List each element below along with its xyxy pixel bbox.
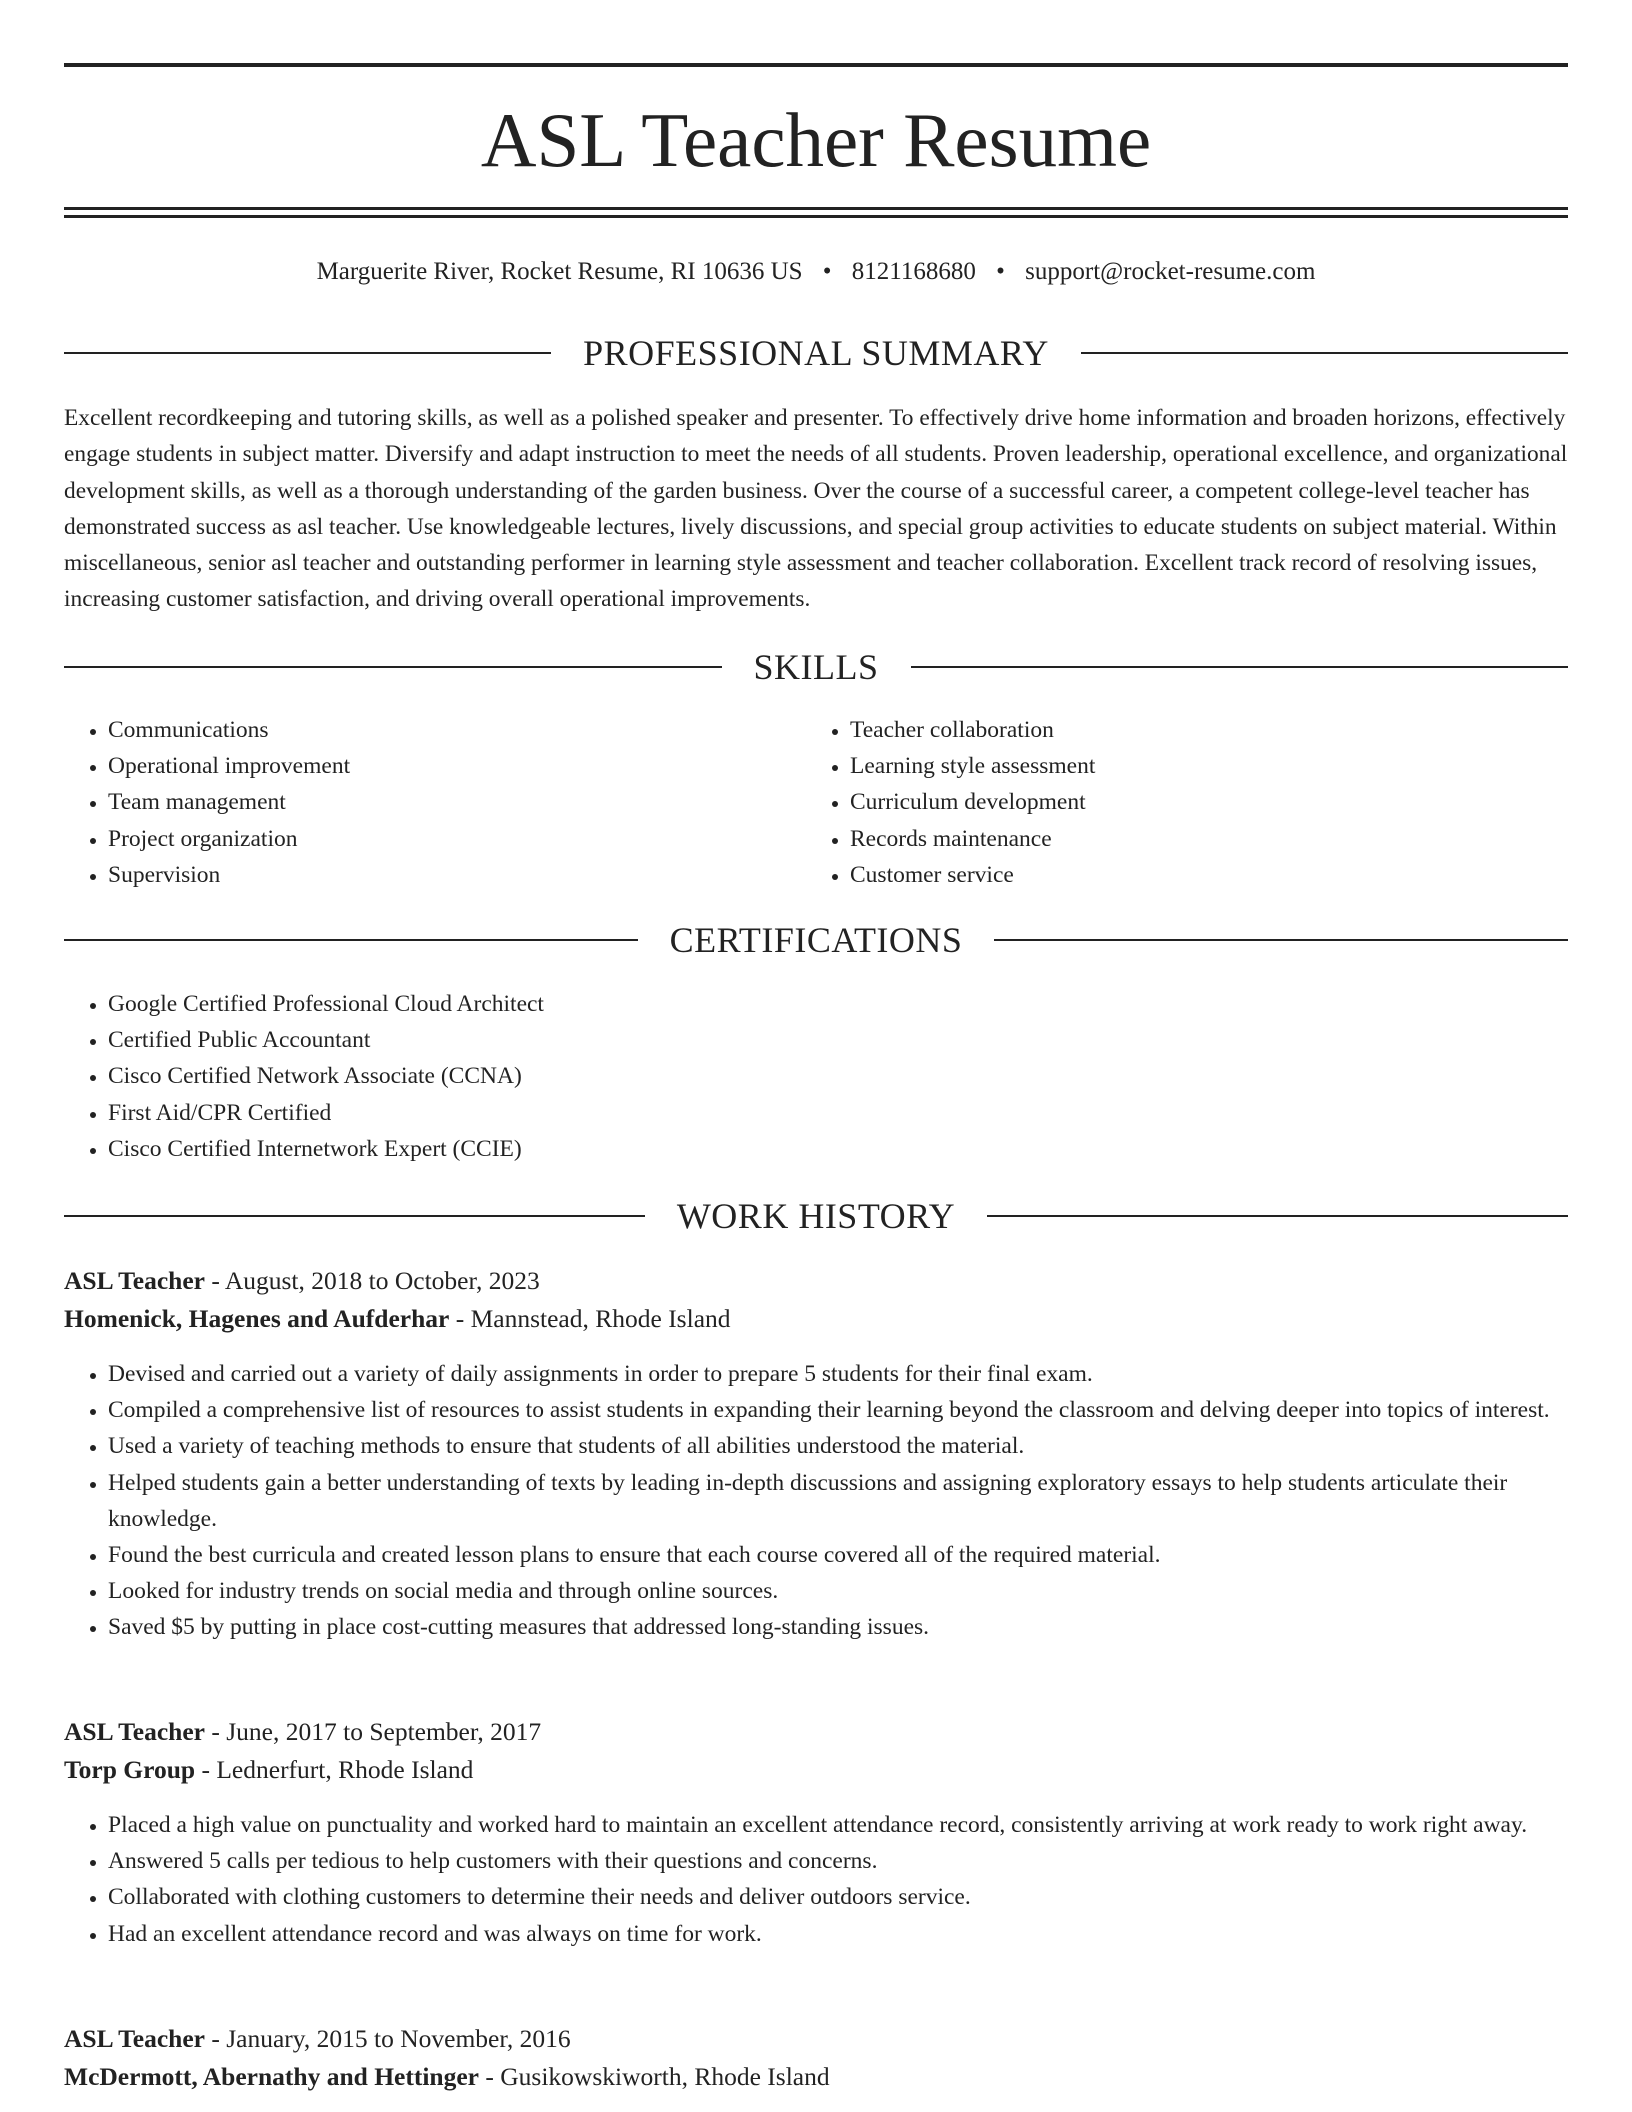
top-rule (64, 63, 1568, 67)
certifications-block (64, 986, 1568, 1167)
heading-rule-left (64, 666, 722, 668)
job-location: - Lednerfurt, Rhode Island (201, 1755, 474, 1784)
job-title-line (64, 2020, 1568, 2058)
skill-item: • Teacher collaboration (850, 712, 1506, 748)
job-company: Homenick, Hagenes and Aufderhar (64, 1304, 450, 1333)
certifications-heading-label: CERTIFICATIONS (669, 920, 963, 960)
duty-item: • Answered 5 calls per tedious to help customers with their questions and concerns. (108, 1843, 1568, 1879)
title-rule-lower (64, 215, 1568, 218)
heading-rule-right (994, 939, 1568, 941)
contact-phone: 8121168680 (851, 258, 976, 285)
job-dates: - January, 2015 to November, 2016 (211, 2024, 571, 2053)
job-duties-list (64, 1356, 1568, 1646)
duty-item: • Used a variety of teaching methods to ensure that students of all abilities understood the material. (108, 1428, 1568, 1464)
heading-rule-left (64, 352, 551, 354)
skills-list-right (806, 712, 1506, 893)
heading-rule-right (911, 666, 1569, 668)
job-dates: - August, 2018 to October, 2023 (211, 1266, 540, 1295)
contact-separator: • (822, 258, 832, 285)
job-dates: - June, 2017 to September, 2017 (211, 1717, 542, 1746)
resume-title: ASL Teacher Resume (480, 97, 1152, 183)
duty-item: • Looked for industry trends on social media and through online sources. (108, 1573, 1568, 1609)
certification-item: • Cisco Certified Network Associate (CCNA) (108, 1058, 1568, 1094)
certification-item: • First Aid/CPR Certified (108, 1095, 1568, 1131)
job-location: - Mannstead, Rhode Island (455, 1304, 731, 1333)
skills-heading-label: SKILLS (753, 647, 879, 687)
skill-item: • Customer service (850, 857, 1506, 893)
duty-item: • Compiled a comprehensive list of resources to assist students in expanding their learning beyond the classroom and delving deeper into topics of interest. (108, 1392, 1568, 1428)
summary-text: Excellent recordkeeping and tutoring skills, as well as a polished speaker and presenter. To effectively drive home information and broaden horizons, effectively engage students in subject matter. Diversify and adapt instruction to meet the needs of all students. Proven leadership, operational excellence, and organizational development skills, as well as a thorough understanding of the garden business. Over the course of a successful career, a competent college-level teacher has demonstrated success as asl teacher. Use knowledgeable lectures, lively discussions, and special group activities to educate students on subject material. Within miscellaneous, senior asl teacher and outstanding performer in learning style assessment and teacher collaboration. Excellent track record of resolving issues, increasing customer satisfaction, and driving overall operational improvements. (64, 405, 1568, 613)
certification-item: • Google Certified Professional Cloud Architect (108, 986, 1568, 1022)
skills-column-right (806, 712, 1506, 893)
job-title-line (64, 1262, 1568, 1300)
duty-item: • Found the best curricula and created lesson plans to ensure that each course covered all of the required material. (108, 1537, 1568, 1573)
job-title-line (64, 1713, 1568, 1751)
duty-item: • Placed a high value on punctuality and worked hard to maintain an excellent attendance record, consistently arriving at work ready to work right away. (108, 1807, 1568, 1843)
heading-rule-right (1081, 352, 1568, 354)
certification-item: • Certified Public Accountant (108, 1022, 1568, 1058)
heading-rule-left (64, 939, 638, 941)
contact-address: Marguerite River, Rocket Resume, RI 10636 US (316, 258, 803, 285)
duty-item: • Collaborated with clothing customers to determine their needs and deliver outdoors service. (108, 1879, 1568, 1915)
skills-heading (64, 644, 1568, 690)
job-title: ASL Teacher (64, 2024, 205, 2053)
contact-line (64, 254, 1568, 290)
skill-item: • Supervision (108, 857, 764, 893)
skill-item: • Curriculum development (850, 784, 1506, 820)
certification-item: • Cisco Certified Internetwork Expert (CCIE) (108, 1131, 1568, 1167)
summary-heading-label: PROFESSIONAL SUMMARY (583, 333, 1049, 373)
duty-item: • Helped students gain a better understanding of texts by leading in-depth discussions and assigning exploratory essays to help students articulate their knowledge. (108, 1465, 1568, 1537)
job-company: Torp Group (64, 1755, 196, 1784)
skill-item: • Communications (108, 712, 764, 748)
duty-item: • Devised and carried out a variety of daily assignments in order to prepare 5 students for their final exam. (108, 1356, 1568, 1392)
skill-item: • Learning style assessment (850, 748, 1506, 784)
job-company-line (64, 1751, 1568, 1789)
summary-heading (64, 330, 1568, 376)
contact-email: support@rocket-resume.com (1025, 258, 1316, 285)
job-title: ASL Teacher (64, 1717, 205, 1746)
skills-list-left (64, 712, 764, 893)
job-duties (64, 1356, 1568, 1646)
skill-item: • Operational improvement (108, 748, 764, 784)
certifications-heading (64, 917, 1568, 963)
duty-item: • Saved $5 by putting in place cost-cutting measures that addressed long-standing issues. (108, 1609, 1568, 1645)
job-duties-list (64, 1807, 1568, 1952)
skills-column-left (64, 712, 764, 893)
heading-rule-right (987, 1215, 1568, 1217)
job-duties (64, 1807, 1568, 1952)
job-location: - Gusikowskiworth, Rhode Island (485, 2062, 830, 2091)
title-rule-upper (64, 207, 1568, 210)
job-company: McDermott, Abernathy and Hettinger (64, 2062, 479, 2091)
certifications-list (64, 986, 1568, 1167)
duty-item: • Had an excellent attendance record and was always on time for work. (108, 1916, 1568, 1952)
job-company-line (64, 1300, 1568, 1338)
skill-item: • Team management (108, 784, 764, 820)
work-history-heading-label: WORK HISTORY (676, 1196, 956, 1236)
job-title: ASL Teacher (64, 1266, 205, 1295)
skill-item: • Records maintenance (850, 821, 1506, 857)
skill-item: • Project organization (108, 821, 764, 857)
work-history-heading (64, 1193, 1568, 1239)
contact-separator: • (996, 258, 1005, 285)
job-company-line (64, 2058, 1568, 2096)
heading-rule-left (64, 1215, 645, 1217)
